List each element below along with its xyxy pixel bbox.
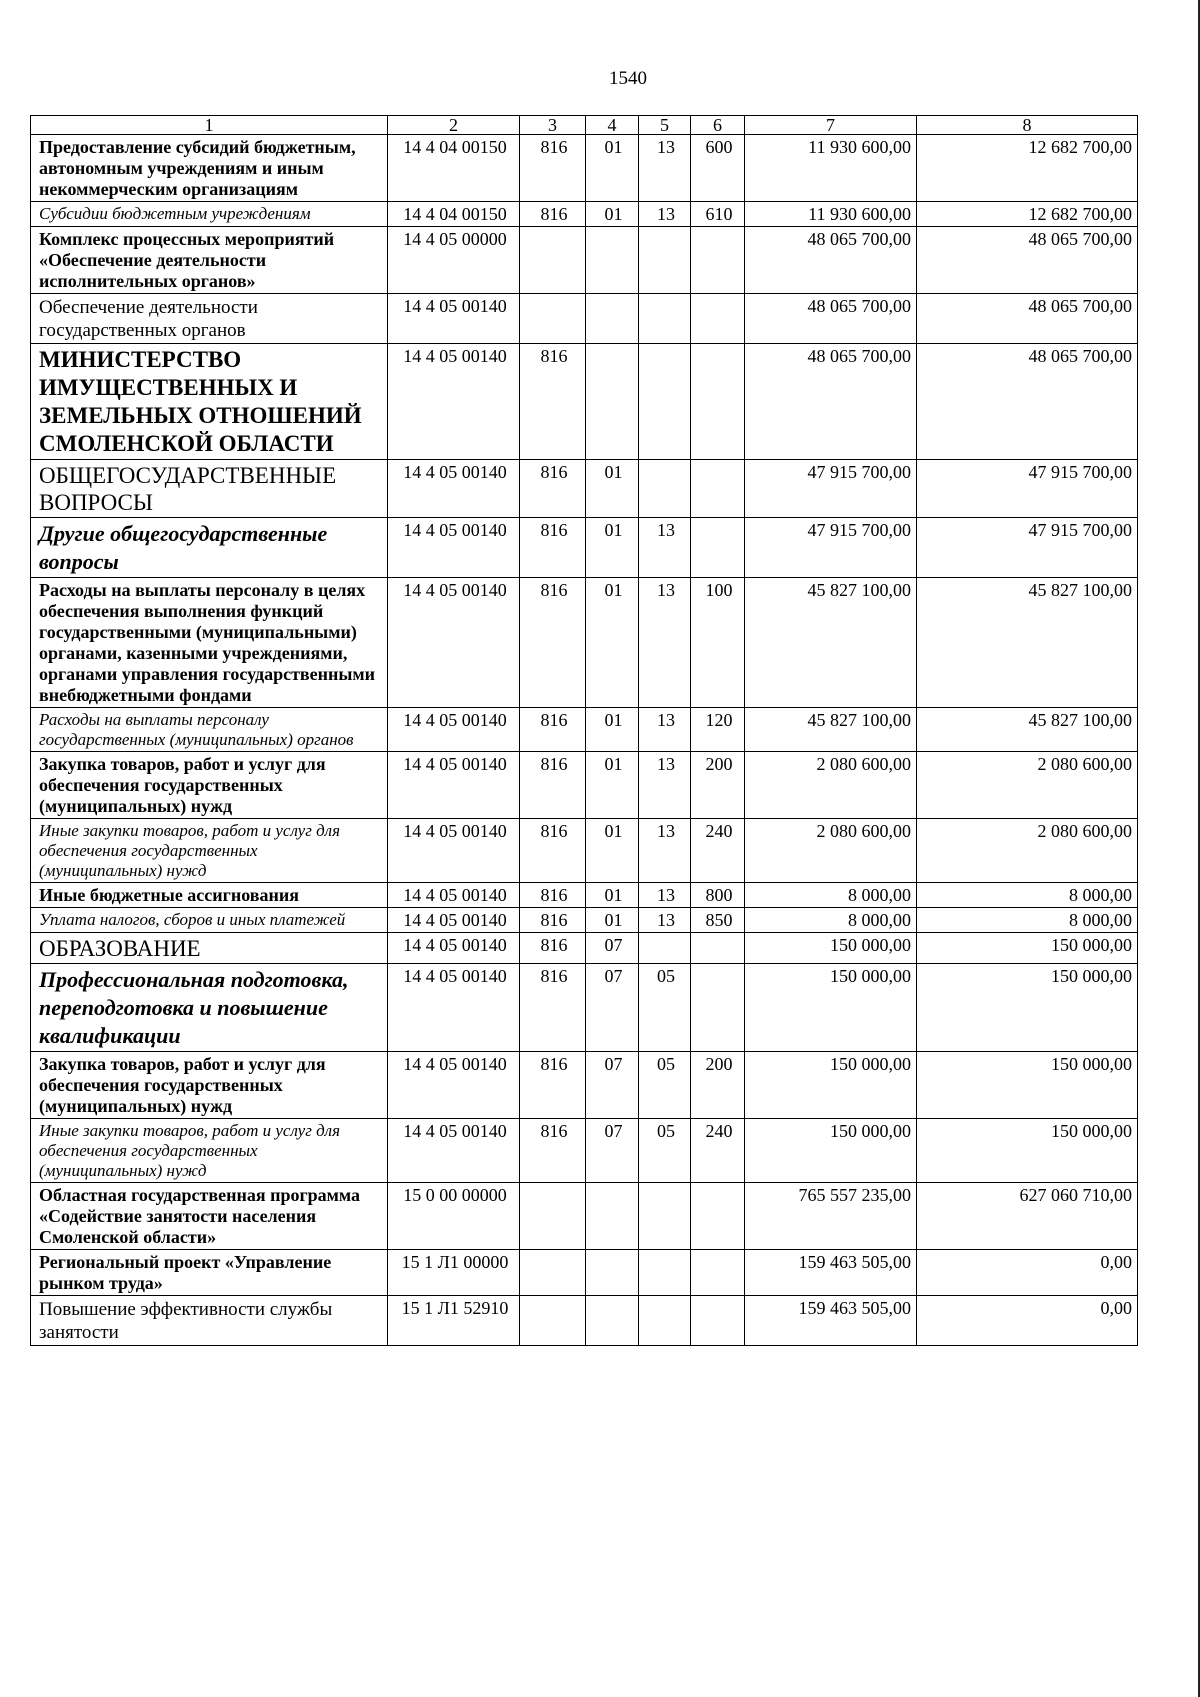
section-cell: 01 [586, 135, 639, 202]
column-header: 4 [586, 116, 639, 135]
amount-year2-cell: 12 682 700,00 [917, 135, 1138, 202]
row-name-cell: Иные закупки товаров, работ и услуг для обеспечения государственных (муниципальных) нужд [31, 1119, 388, 1183]
section-cell: 01 [586, 578, 639, 708]
expense-type-cell: 240 [691, 1119, 745, 1183]
expense-type-cell [691, 933, 745, 964]
budget-code-cell: 14 4 05 00140 [388, 708, 520, 752]
table-row [31, 933, 1138, 964]
column-header: 8 [917, 116, 1138, 135]
column-header: 6 [691, 116, 745, 135]
amount-year2-cell: 48 065 700,00 [917, 294, 1138, 344]
row-name-cell: Иные закупки товаров, работ и услуг для обеспечения государственных (муниципальных) нужд [31, 819, 388, 883]
row-name-cell: Иные бюджетные ассигнования [31, 883, 388, 908]
expense-type-cell [691, 294, 745, 344]
amount-year1-cell: 47 915 700,00 [745, 518, 917, 578]
section-cell [586, 344, 639, 460]
subsection-cell [639, 460, 691, 518]
expense-type-cell: 100 [691, 578, 745, 708]
row-name-cell: Областная государственная программа «Содействие занятости населения Смоленской области» [31, 1183, 388, 1250]
amount-year2-cell: 12 682 700,00 [917, 202, 1138, 227]
table-row [31, 202, 1138, 227]
ministry-code-cell: 816 [520, 964, 586, 1052]
ministry-code-cell: 816 [520, 819, 586, 883]
expense-type-cell [691, 344, 745, 460]
amount-year2-cell: 8 000,00 [917, 908, 1138, 933]
amount-year1-cell: 11 930 600,00 [745, 135, 917, 202]
subsection-cell: 13 [639, 908, 691, 933]
amount-year2-cell: 2 080 600,00 [917, 752, 1138, 819]
ministry-code-cell: 816 [520, 578, 586, 708]
subsection-cell: 13 [639, 708, 691, 752]
budget-code-cell: 14 4 05 00140 [388, 460, 520, 518]
amount-year1-cell: 159 463 505,00 [745, 1250, 917, 1296]
budget-code-cell: 15 1 Л1 52910 [388, 1296, 520, 1346]
ministry-code-cell [520, 294, 586, 344]
budget-code-cell: 14 4 05 00140 [388, 908, 520, 933]
table-row [31, 964, 1138, 1052]
ministry-code-cell: 816 [520, 908, 586, 933]
budget-code-cell: 14 4 05 00140 [388, 964, 520, 1052]
budget-code-cell: 14 4 05 00140 [388, 819, 520, 883]
page-number: 1540 [609, 68, 647, 89]
table-row [31, 1250, 1138, 1296]
section-cell: 01 [586, 819, 639, 883]
table-row [31, 752, 1138, 819]
amount-year2-cell: 48 065 700,00 [917, 227, 1138, 294]
section-cell: 01 [586, 708, 639, 752]
section-cell [586, 1296, 639, 1346]
expense-type-cell: 850 [691, 908, 745, 933]
subsection-cell [639, 933, 691, 964]
row-name-cell: Другие общегосударственные вопросы [31, 518, 388, 578]
ministry-code-cell: 816 [520, 1052, 586, 1119]
amount-year1-cell: 2 080 600,00 [745, 752, 917, 819]
expense-type-cell [691, 460, 745, 518]
row-name-cell: Предоставление субсидий бюджетным, автономным учреждениям и иным некоммерческим организациям [31, 135, 388, 202]
expense-type-cell: 240 [691, 819, 745, 883]
section-cell: 01 [586, 883, 639, 908]
ministry-code-cell: 816 [520, 883, 586, 908]
column-header: 3 [520, 116, 586, 135]
budget-code-cell: 14 4 05 00140 [388, 518, 520, 578]
expense-type-cell [691, 1250, 745, 1296]
amount-year2-cell: 48 065 700,00 [917, 344, 1138, 460]
table-row [31, 1052, 1138, 1119]
budget-code-cell: 14 4 05 00140 [388, 1052, 520, 1119]
amount-year1-cell: 765 557 235,00 [745, 1183, 917, 1250]
amount-year1-cell: 48 065 700,00 [745, 294, 917, 344]
budget-table [30, 115, 1138, 1346]
section-cell: 01 [586, 752, 639, 819]
section-cell: 01 [586, 908, 639, 933]
subsection-cell: 13 [639, 202, 691, 227]
section-cell [586, 1183, 639, 1250]
subsection-cell: 05 [639, 1052, 691, 1119]
table-row [31, 1119, 1138, 1183]
subsection-cell: 13 [639, 752, 691, 819]
row-name-cell: Расходы на выплаты персоналу в целях обеспечения выполнения функций государственными (муниципальными) органами, казенными учреждениями, органами управления государственными внебюджетными фондами [31, 578, 388, 708]
budget-code-cell: 15 0 00 00000 [388, 1183, 520, 1250]
amount-year1-cell: 48 065 700,00 [745, 227, 917, 294]
section-cell: 01 [586, 460, 639, 518]
section-cell: 07 [586, 933, 639, 964]
amount-year1-cell: 48 065 700,00 [745, 344, 917, 460]
table-row [31, 1183, 1138, 1250]
subsection-cell [639, 1250, 691, 1296]
table-row [31, 135, 1138, 202]
table-row [31, 819, 1138, 883]
amount-year2-cell: 0,00 [917, 1296, 1138, 1346]
subsection-cell: 05 [639, 1119, 691, 1183]
ministry-code-cell [520, 1250, 586, 1296]
section-cell [586, 1250, 639, 1296]
subsection-cell: 13 [639, 819, 691, 883]
budget-code-cell: 14 4 05 00140 [388, 294, 520, 344]
expense-type-cell: 600 [691, 135, 745, 202]
expense-type-cell: 800 [691, 883, 745, 908]
subsection-cell: 13 [639, 578, 691, 708]
section-cell [586, 227, 639, 294]
table-row [31, 294, 1138, 344]
amount-year2-cell: 0,00 [917, 1250, 1138, 1296]
expense-type-cell [691, 518, 745, 578]
table-row [31, 578, 1138, 708]
budget-code-cell: 14 4 05 00140 [388, 883, 520, 908]
amount-year1-cell: 150 000,00 [745, 1119, 917, 1183]
ministry-code-cell: 816 [520, 460, 586, 518]
row-name-cell: Уплата налогов, сборов и иных платежей [31, 908, 388, 933]
table-header-row [31, 116, 1138, 135]
row-name-cell: ОБРАЗОВАНИЕ [31, 933, 388, 964]
amount-year1-cell: 150 000,00 [745, 964, 917, 1052]
budget-code-cell: 14 4 05 00140 [388, 933, 520, 964]
subsection-cell [639, 1183, 691, 1250]
expense-type-cell: 200 [691, 1052, 745, 1119]
ministry-code-cell: 816 [520, 708, 586, 752]
table-row [31, 708, 1138, 752]
amount-year2-cell: 2 080 600,00 [917, 819, 1138, 883]
budget-code-cell: 14 4 04 00150 [388, 135, 520, 202]
table-row [31, 460, 1138, 518]
column-header: 2 [388, 116, 520, 135]
row-name-cell: Повышение эффективности службы занятости [31, 1296, 388, 1346]
amount-year2-cell: 150 000,00 [917, 964, 1138, 1052]
ministry-code-cell: 816 [520, 1119, 586, 1183]
amount-year1-cell: 45 827 100,00 [745, 708, 917, 752]
amount-year2-cell: 47 915 700,00 [917, 518, 1138, 578]
amount-year2-cell: 150 000,00 [917, 933, 1138, 964]
amount-year2-cell: 8 000,00 [917, 883, 1138, 908]
expense-type-cell: 120 [691, 708, 745, 752]
expense-type-cell [691, 1296, 745, 1346]
subsection-cell: 13 [639, 518, 691, 578]
expense-type-cell [691, 964, 745, 1052]
subsection-cell: 05 [639, 964, 691, 1052]
budget-code-cell: 14 4 05 00140 [388, 578, 520, 708]
column-header: 7 [745, 116, 917, 135]
ministry-code-cell [520, 1296, 586, 1346]
subsection-cell [639, 227, 691, 294]
ministry-code-cell: 816 [520, 752, 586, 819]
amount-year1-cell: 150 000,00 [745, 1052, 917, 1119]
row-name-cell: Субсидии бюджетным учреждениям [31, 202, 388, 227]
amount-year2-cell: 47 915 700,00 [917, 460, 1138, 518]
amount-year1-cell: 150 000,00 [745, 933, 917, 964]
row-name-cell: Расходы на выплаты персоналу государственных (муниципальных) органов [31, 708, 388, 752]
subsection-cell: 13 [639, 883, 691, 908]
row-name-cell: Профессиональная подготовка, переподготовка и повышение квалификации [31, 964, 388, 1052]
table-row [31, 908, 1138, 933]
section-cell: 01 [586, 202, 639, 227]
table-row [31, 883, 1138, 908]
budget-code-cell: 14 4 04 00150 [388, 202, 520, 227]
column-header: 5 [639, 116, 691, 135]
budget-code-cell: 14 4 05 00000 [388, 227, 520, 294]
amount-year2-cell: 627 060 710,00 [917, 1183, 1138, 1250]
row-name-cell: МИНИСТЕРСТВО ИМУЩЕСТВЕННЫХ И ЗЕМЕЛЬНЫХ ОТНОШЕНИЙ СМОЛЕНСКОЙ ОБЛАСТИ [31, 344, 388, 460]
expense-type-cell [691, 227, 745, 294]
amount-year1-cell: 47 915 700,00 [745, 460, 917, 518]
section-cell [586, 294, 639, 344]
table-row [31, 344, 1138, 460]
ministry-code-cell: 816 [520, 202, 586, 227]
subsection-cell [639, 294, 691, 344]
subsection-cell [639, 344, 691, 460]
budget-code-cell: 15 1 Л1 00000 [388, 1250, 520, 1296]
table-row [31, 227, 1138, 294]
subsection-cell [639, 1296, 691, 1346]
ministry-code-cell [520, 227, 586, 294]
section-cell: 07 [586, 1052, 639, 1119]
row-name-cell: Комплекс процессных мероприятий «Обеспечение деятельности исполнительных органов» [31, 227, 388, 294]
section-cell: 07 [586, 1119, 639, 1183]
budget-code-cell: 14 4 05 00140 [388, 752, 520, 819]
amount-year1-cell: 8 000,00 [745, 908, 917, 933]
budget-code-cell: 14 4 05 00140 [388, 1119, 520, 1183]
amount-year1-cell: 159 463 505,00 [745, 1296, 917, 1346]
row-name-cell: ОБЩЕГОСУДАРСТВЕННЫЕ ВОПРОСЫ [31, 460, 388, 518]
row-name-cell: Региональный проект «Управление рынком труда» [31, 1250, 388, 1296]
ministry-code-cell: 816 [520, 135, 586, 202]
ministry-code-cell: 816 [520, 344, 586, 460]
row-name-cell: Закупка товаров, работ и услуг для обеспечения государственных (муниципальных) нужд [31, 1052, 388, 1119]
budget-code-cell: 14 4 05 00140 [388, 344, 520, 460]
expense-type-cell: 610 [691, 202, 745, 227]
amount-year1-cell: 11 930 600,00 [745, 202, 917, 227]
subsection-cell: 13 [639, 135, 691, 202]
section-cell: 01 [586, 518, 639, 578]
table-row [31, 1296, 1138, 1346]
amount-year2-cell: 45 827 100,00 [917, 578, 1138, 708]
amount-year1-cell: 45 827 100,00 [745, 578, 917, 708]
amount-year1-cell: 2 080 600,00 [745, 819, 917, 883]
amount-year1-cell: 8 000,00 [745, 883, 917, 908]
amount-year2-cell: 45 827 100,00 [917, 708, 1138, 752]
ministry-code-cell: 816 [520, 518, 586, 578]
amount-year2-cell: 150 000,00 [917, 1119, 1138, 1183]
ministry-code-cell: 816 [520, 933, 586, 964]
section-cell: 07 [586, 964, 639, 1052]
ministry-code-cell [520, 1183, 586, 1250]
expense-type-cell: 200 [691, 752, 745, 819]
row-name-cell: Обеспечение деятельности государственных органов [31, 294, 388, 344]
column-header: 1 [31, 116, 388, 135]
expense-type-cell [691, 1183, 745, 1250]
amount-year2-cell: 150 000,00 [917, 1052, 1138, 1119]
row-name-cell: Закупка товаров, работ и услуг для обеспечения государственных (муниципальных) нужд [31, 752, 388, 819]
table-row [31, 518, 1138, 578]
